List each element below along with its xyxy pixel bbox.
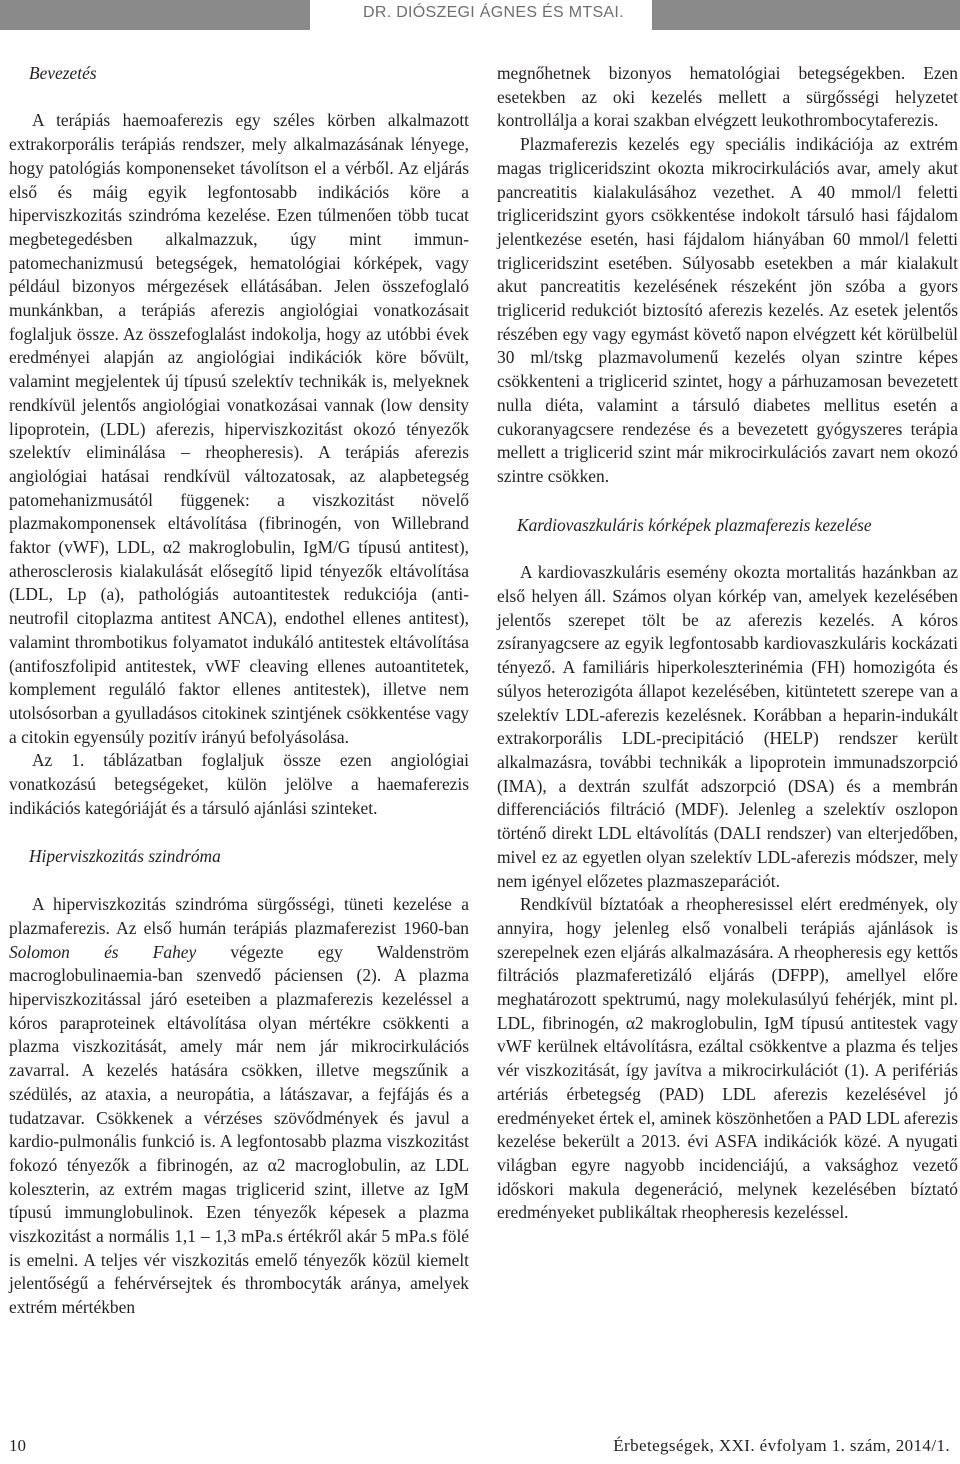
left-column [9, 62, 469, 1320]
running-header [0, 0, 960, 32]
paragraph-intro-1: A terápiás haemoaferezis egy széles körben alkalmazott extrakorporális terápiás rendszer, mely alkalmazásának lényege, hogy patológiás komponenseket távolítson el a vérből. Az eljárás első és máig egyik legfontosabb indikációs köre a hiperviszkozitás szindróma kezelése. Ezen túlmenően több tucat megbetegedésben alkalmazzuk, úgy mint immun-patomechanizmusú betegségek, hematológiai kórképek, vagy például bizonyos mérgezések ellátásában. Jelen összefoglaló munkánkban, a terápiás aferezis angiológiai vonatkozásait foglaljuk össze. Az összefoglalást indokolja, hogy az utóbbi évek eredményei alapján az angiológiai indikációk köre bővült, valamint megjelentek új típusú szelektív technikák is, melyeknek rendkívül jelentős angiológiai vonatkozásai vannak (low density lipoprotein, (LDL) aferezis, hiperviszkozitást okozó tényezők szelektív eliminálása – rheopheresis). A terápiás aferezis angiológiai hatásai rendkívül változatosak, az alapbetegség patomehanizmusától függenek: a viszkozitást növelő plazmakomponensek eltávolítása (fibrinogén, von Willebrand faktor (vWF), LDL, α2 makroglobulin, IgM/G típusú antitest), atherosclerosis kialakulását elősegítő lipid tényezők eltávolítása (LDL, Lp (a), pathológiás autoantitestek redukciója (anti-neutrofil citoplazma antitest ANCA), endothel ellenes antitest), valamint thrombotikus folyamatot indukáló antitestek eltávolítása (antifoszfolipid antitestek, vWF cleaving ellenes autoantitetek, komplement reguláló faktor ellenes antitestek), illetve nem utolsósorban a gyulladásos citokinek szintjének csökkentése vagy a citokin egyensúly pozitív irányú befolyásolása. [9, 110, 469, 747]
author-names: Solomon és Fahey [9, 941, 197, 962]
section-heading-cardiovascular: Kardiovaszkuláris kórképek plazmaferezis kezelése [517, 514, 872, 535]
paragraph-continuation: megnőhetnek bizonyos hematológiai betegségekben. Ezen esetekben az oki kezelés mellett a sürgősségi helyzetet kontrollálja a korai szakban elvégzett leukothrombocytaferezis. [497, 63, 958, 131]
journal-citation: Érbetegségek, XXI. évfolyam 1. szám, 2014/1. [613, 1436, 950, 1455]
paragraph-rheopheresis: Rendkívül bíztatóak a rheopheresissel elért eredmények, oly annyira, hogy jelenleg első vonalbeli terápiás ajánlások is szerepelnek ezen eljárás alkalmazására. A rheopheresis egy kettős filtrációs plazmaferetizáló eljárás (DFPP), amellyel előre meghatározott spektrumú, nagy molekulasúlyú fehérjék, mint pl. LDL, fibrinogén, α2 makroglobulin, IgM típusú antitestek vagy vWF kerülnek eltávolításra, ezáltal csökkentve a plazma és teljes vér viszkozitását, így javítva a mikrocirkulációt (1). A perifériás artériás érbetegség (PAD) LDL aferezis kezelésével jó eredményeket értek el, aminek köszönhetően a PAD LDL aferezis kezelése bekerült a 2013. évi ASFA indikációk közé. A nyugati világban egyre nagyobb incidenciájú, a vaksághoz vezető időskori makula degeneráció, melynek kezelésében bíztató eredményeket publikáltak rheopheresis kezeléssel. [497, 894, 958, 1223]
paragraph-plasmapheresis-triglyceride: Plazmaferezis kezelés egy speciális indikációja az extrém magas trigliceridszint okozta mikrocirkulációs avar, amely akut pancreatitis kialakulásához vezethet. A 40 mmol/l feletti trigliceridszint gyors csökkentése indokolt társuló hasi fájdalom jelentkezése esetén, hasi fájdalom hiányában 60 mmol/l feletti trigliceridszint esetében. Súlyosabb esetekben a már kialakult akut pancreatitis kezelésének részeként jön szóba a gyors triglicerid redukciót biztosító aferezis kezelés. Az esetek jelentős részében egy vagy egymást követő napon elvégzett két körülbelül 30 ml/tskg plazmavolumenű kezelés olyan szintre képes csökkenteni a triglicerid szintet, hogy a párhuzamosan bevezetett nulla diéta, valamint a társuló diabetes mellitus esetén a cukoranyagcsere rendezése és a bevezetett gyógyszeres terápia mellett a triglicerid szint már mikrocirkulációs zavart nem okozó szintre csökken. [497, 134, 958, 486]
paragraph-intro-2: Az 1. táblázatban foglaljuk össze ezen angiológiai vonatkozású betegségeket, külön jelölve a haemaferezis indikációs kategóriáját és a társuló ajánlási szinteket. [9, 750, 469, 818]
header-decoration-left [0, 0, 310, 30]
paragraph-hyperviscosity-text-a: A hiperviszkozitás szindróma sürgősségi, tüneti kezelése a plazmaferezis. Az első humán terápiás plazmaferezist 1960-ban [9, 894, 469, 938]
page-number: 10 [9, 1436, 26, 1455]
section-heading-hyperviscosity: Hiperviszkozitás szindróma [29, 846, 221, 867]
paragraph-cardiovascular: A kardiovaszkuláris esemény okozta mortalitás hazánkban az első helyen áll. Számos olyan kórkép van, amelyek kezelésében jelentős szerepet tölt be az aferezis kezelés. A kóros zsíranyagcsere az egyik legfontosabb kardiovaszkuláris kockázati tényező. A familiáris hiperkoleszterinémia (FH) homozigóta és súlyos heterozigóta állapot kezelésében, kitüntetett szerepe van a szelektív LDL-aferezis kezelésnek. Korábban a heparin-indukált extrakorporális LDL-precipitáció (HELP) rendszer került alkalmazásra, további technikák a lipoprotein immunadszorpció (IMA), a dextrán szulfát adszorpció (DSA) és a membrán differenciációs filtráció (MDF). Jelenleg a szelektív oszlopon történő direkt LDL eltávolítás (DALI rendszer) van elterjedőben, mivel ez az egyetlen olyan szelektív LDL-aferezis módszer, mely nem igényel előzetes plazmaszeparációt. [497, 562, 958, 891]
header-decoration-right [652, 0, 960, 30]
running-title: DR. DIÓSZEGI ÁGNES ÉS MTSAI. [363, 4, 624, 21]
paragraph-hyperviscosity [9, 893, 469, 1320]
section-heading-introduction: Bevezetés [29, 63, 97, 83]
paragraph-hyperviscosity-text-b: végezte egy Waldenström macroglobulinaemia-ban szenvedő páciensen (2). A plazma hiperviszkozitással járó eseteiben a plazmaferezis kezeléssel a kóros paraproteinek eltávolítása olyan mértékre csökkenti a plazma viszkozitását, amely már nem jár mikrocirkulációs zavarral. A kezelés hatására csökken, illetve megszűnik a szédülés, az ataxia, a neuropátia, a látászavar, a fejfájás és a tudatzavar. Csökkenek a vérzéses szövődmények és javul a kardio-pulmonális funkció is. A legfontosabb plazma viszkozitást fokozó tényezők a fibrinogén, az α2 macroglobulin, az LDL koleszterin, az extrém magas triglicerid szint, illetve az IgM típusú immunglobulinok. Ezen tényezők képesek a plazma viszkozitást a normális 1,1 – 1,3 mPa.s értékről akár 5 mPa.s fölé is emelni. A teljes vér viszkozitás emelő tényezők közül kiemelt jelentőségű a fehérvérsejtek és thrombocyták aránya, amelyek extrém mértékben [9, 941, 469, 1318]
right-column [497, 62, 958, 1225]
